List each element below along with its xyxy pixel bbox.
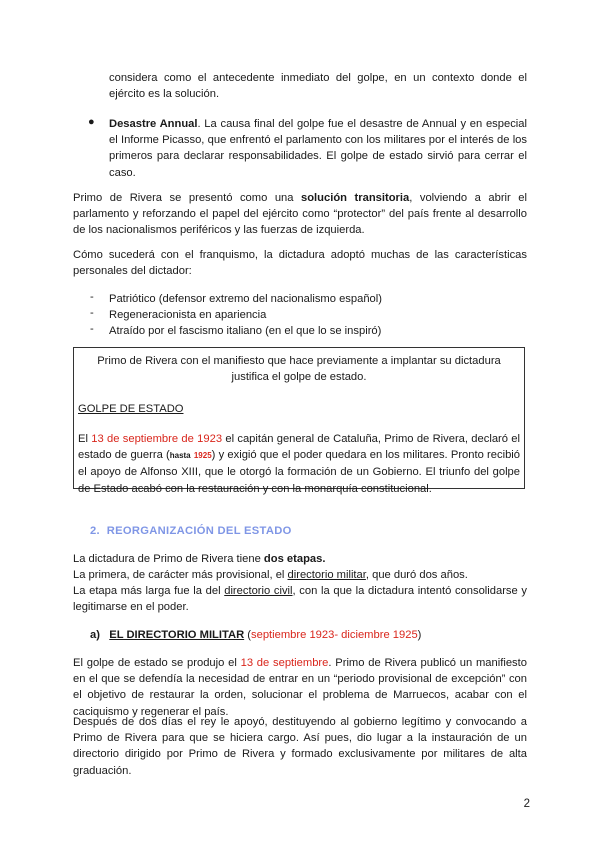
text-span: ) xyxy=(417,629,422,641)
bold-span: solución transitoria xyxy=(301,192,410,204)
text-span: La primera, de carácter más provisional, el xyxy=(73,569,288,581)
paragraph-golpe xyxy=(73,655,527,720)
bullet-dot-icon: ● xyxy=(88,116,95,128)
text-span: , volviendo a abrir el parlamento y reforzando el papel del ejército como “protector” del país frente al desarrollo de los nacionalismos periféricos y las fuerzas de izquierda. xyxy=(73,192,527,237)
small-text: hasta xyxy=(169,451,191,461)
paragraph-rey: Después de dos días el rey le apoyó, destituyendo al gobierno legítimo y convocando a Primo de Rivera para que se hiciera cargo. Así pues, dio lugar a la instauración de un directorio dirigido por Primo de Rivera y formado exclusivamente por militares de alta graduación. xyxy=(73,716,527,777)
etapas-line-1 xyxy=(73,551,527,567)
underlined-term: directorio militar xyxy=(287,569,366,581)
underlined-term: directorio civil xyxy=(224,585,293,597)
paragraph-caracteristicas: Cómo sucederá con el franquismo, la dictadura adoptó muchas de las características personales del dictador: xyxy=(73,249,527,278)
list-item: Regeneracionista en apariencia xyxy=(109,309,267,321)
text-span: ( xyxy=(244,629,251,641)
section-title: REORGANIZACIÓN DEL ESTADO xyxy=(106,525,292,537)
date-highlight: 13 de septiembre de 1923 xyxy=(91,433,223,445)
golpe-de-estado-box xyxy=(73,347,525,495)
etapas-line-2 xyxy=(73,567,527,583)
page-number: 2 xyxy=(523,798,530,810)
subsection-heading xyxy=(90,627,530,643)
text-span: La etapa más larga fue la del xyxy=(73,585,225,597)
list-item: Patriótico (defensor extremo del nacionalismo español) xyxy=(109,293,382,305)
bold-span: dos etapas. xyxy=(263,553,326,565)
text-span: El golpe de estado se produjo el xyxy=(73,657,241,669)
bullet-continuation: considera como el antecedente inmediato del golpe, en un contexto donde el ejército es la solución. xyxy=(109,72,527,101)
etapas-line-3 xyxy=(73,583,527,615)
list-item: Atraído por el fascismo italiano (en el que lo se inspiró) xyxy=(109,325,382,337)
box-heading: GOLPE DE ESTADO xyxy=(78,403,184,415)
bullet-text: . La causa final del golpe fue el desastre de Annual y en especial el Informe Picasso, que enfrentó el parlamento con los militares por el interés de los primeros para declarar responsabilidades. El golpe de estado sirvió para cerrar el caso. xyxy=(109,118,527,179)
paragraph-solucion-transitoria xyxy=(73,190,527,239)
date-highlight: septiembre 1923- diciembre 1925 xyxy=(251,629,418,641)
text-span: ) y exigió que el poder quedara en los militares. Pronto recibió el apoyo de Alfonso XIII, que le otorgó la formación de un Gobierno. El triunfo del golpe de Estado acabó con la restauración y con la monarquía constitucional. xyxy=(78,449,520,495)
text-span: el capitán general de Cataluña, Primo de Rivera, declaró el estado de guerra ( xyxy=(78,433,521,462)
dash-marker: - xyxy=(90,323,94,335)
text-span: . Primo de Rivera publicó un manifiesto en el que se defendía la necesidad de entrar en un “periodo provisional de excepción” con el objetivo de restaurar la orden, solucionar el problema de Marruecos, acabar con el caciquismo y regenerar el país. xyxy=(73,657,527,718)
section-heading xyxy=(90,523,490,539)
box-body xyxy=(78,431,520,497)
small-year: 1925 xyxy=(193,451,212,461)
date-highlight: 13 de septiembre xyxy=(240,657,329,669)
text-span: La dictadura de Primo de Rivera tiene xyxy=(73,553,264,565)
bullet-desastre-annual xyxy=(109,116,527,181)
text-span: , con la que la dictadura intentó consolidarse y legitimarse en el poder. xyxy=(73,585,527,614)
dash-marker: - xyxy=(90,291,94,303)
text-span: Primo de Rivera se presentó como una xyxy=(73,192,301,204)
dash-marker: - xyxy=(90,307,94,319)
text-span: , que duró dos años. xyxy=(365,569,468,581)
bullet-bold-label: Desastre Annual xyxy=(109,118,198,130)
box-intro: Primo de Rivera con el manifiesto que hace previamente a implantar su dictadura justifica el golpe de estado. xyxy=(97,355,501,384)
subsection-letter: a) xyxy=(90,629,100,641)
text-span: El xyxy=(78,433,92,445)
subsection-title: EL DIRECTORIO MILITAR xyxy=(109,629,245,641)
section-number: 2. xyxy=(90,525,100,537)
